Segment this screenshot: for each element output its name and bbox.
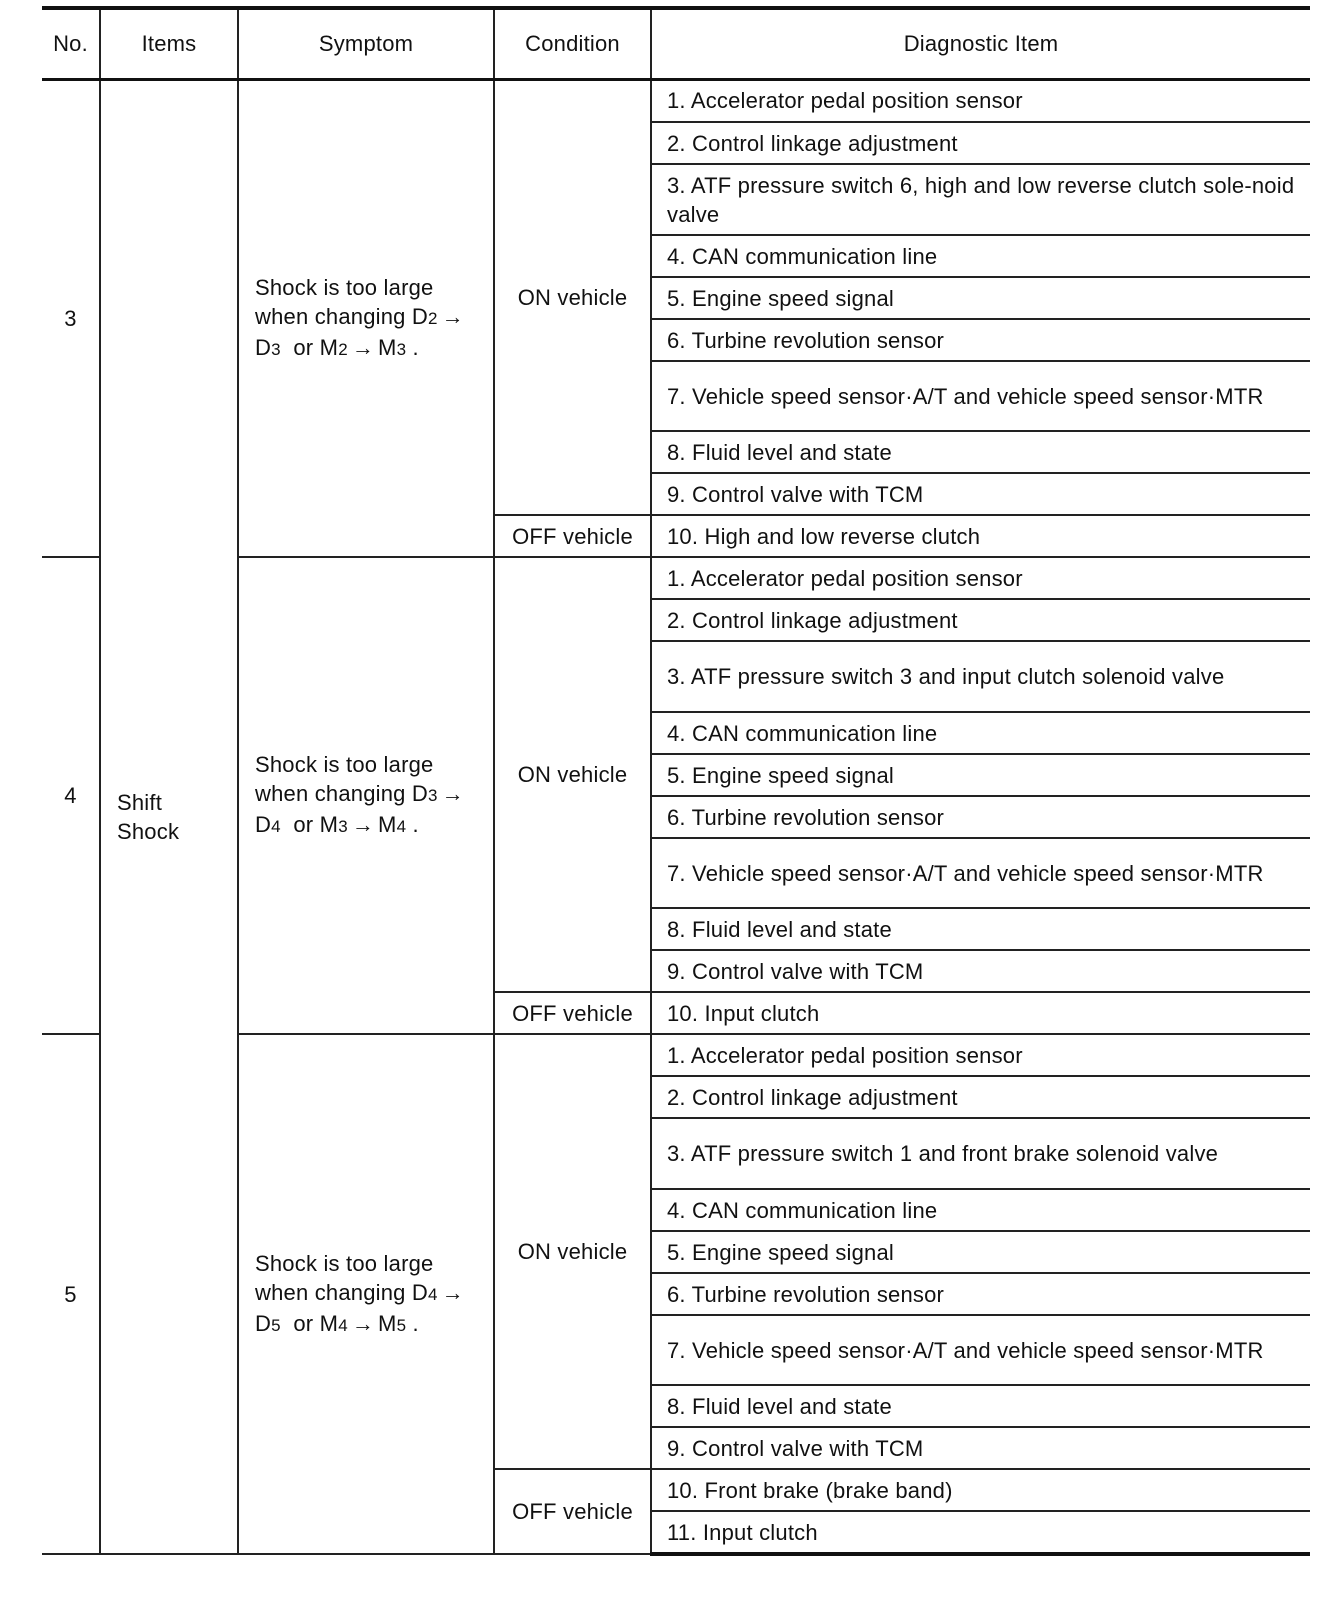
diagnostic-item: 8. Fluid level and state [651,431,1310,473]
symptom-line2 [255,779,485,810]
symptom-or-m: or M [293,1310,339,1336]
symptom-line3 [255,333,485,364]
symptom-m-gear-to: 5 [396,1315,407,1335]
items-label-line2: Shock [117,818,180,844]
symptom-line1: Shock is too large [255,274,434,300]
symptom-m-gear-from: 3 [338,817,348,836]
symptom-m: M [378,1310,397,1336]
diagnostic-item: 2. Control linkage adjustment [651,1076,1310,1118]
diagnostic-item: 5. Engine speed signal [651,277,1310,319]
header-row [42,8,1310,79]
diagnostic-item: 9. Control valve with TCM [651,950,1310,992]
symptom-m-gear-from: 2 [338,339,348,359]
diagnostic-item: 1. Accelerator pedal position sensor [651,79,1310,122]
symptom-gear-from: 4 [428,1284,438,1304]
condition-on-vehicle: ON vehicle [494,79,651,515]
diagnostic-item: 10. Front brake (brake band) [651,1469,1310,1511]
diagnostic-item: 5. Engine speed signal [651,754,1310,796]
row-number: 5 [42,1034,100,1554]
row-number: 3 [42,79,100,557]
diagnostic-item: 2. Control linkage adjustment [651,122,1310,164]
condition-off-vehicle: OFF vehicle [494,515,651,557]
condition-on-vehicle: ON vehicle [494,557,651,992]
diagnostic-item: 6. Turbine revolution sensor [651,319,1310,361]
symptom-period: . [412,1310,419,1336]
items-cell [100,79,238,1554]
symptom-line1: Shock is too large [255,752,434,777]
symptom-d-gear: 5 [271,1315,281,1335]
diagnostic-item: 6. Turbine revolution sensor [651,1273,1310,1315]
symptom-line3 [255,1309,485,1340]
diagnostic-item: 6. Turbine revolution sensor [651,796,1310,838]
diagnostic-item: 10. High and low reverse clutch [651,515,1310,557]
diagnostic-item: 4. CAN communication line [651,235,1310,277]
row-number: 4 [42,557,100,1034]
symptom-line2 [255,1278,485,1309]
diagnostic-item: 11. Input clutch [651,1511,1310,1554]
diagnostic-item: 7. Vehicle speed sensor·A/T and vehicle speed sensor·MTR [651,838,1310,908]
condition-off-vehicle: OFF vehicle [494,992,651,1034]
header-items: Items [100,8,238,79]
symptom-m-gear-to: 4 [396,817,407,836]
condition-off-vehicle: OFF vehicle [494,1469,651,1554]
symptom-d-gear: 4 [271,817,281,836]
symptom-d-gear: 3 [271,339,281,359]
symptom-line3 [255,810,485,841]
header-diagnostic-item: Diagnostic Item [651,8,1310,79]
symptom-d: D [255,1310,272,1336]
symptom-when: when changing D [255,781,429,806]
symptom-m: M [378,334,397,360]
arrow-icon: → [351,1310,375,1336]
symptom-m-gear-to: 3 [396,339,407,359]
symptom-gear-from: 2 [428,308,438,328]
diagnostic-item: 9. Control valve with TCM [651,1427,1310,1469]
diagnostic-item: 3. ATF pressure switch 6, high and low reverse clutch sole-noid valve [651,164,1310,235]
symptom-or-m: or M [293,334,339,360]
symptom-gear-from: 3 [428,786,438,805]
diagnostic-item: 5. Engine speed signal [651,1231,1310,1273]
table-body [42,79,1310,1554]
diagnostic-item: 4. CAN communication line [651,712,1310,754]
symptom-period: . [412,812,419,837]
diagnostic-item: 8. Fluid level and state [651,1385,1310,1427]
items-label-line1: Shift [117,789,163,815]
condition-on-vehicle: ON vehicle [494,1034,651,1469]
table-row [42,79,1310,122]
diagnostic-item: 1. Accelerator pedal position sensor [651,557,1310,599]
diagnostic-item: 7. Vehicle speed sensor·A/T and vehicle speed sensor·MTR [651,361,1310,431]
diagnostic-item: 3. ATF pressure switch 3 and input clutch solenoid valve [651,641,1310,712]
diagnostic-item: 2. Control linkage adjustment [651,599,1310,641]
symptom-line2 [255,302,485,333]
symptom-m-gear-from: 4 [338,1315,348,1335]
diagnostic-item: 3. ATF pressure switch 1 and front brake solenoid valve [651,1118,1310,1189]
symptom-or-m: or M [293,812,339,837]
diagnostic-item: 9. Control valve with TCM [651,473,1310,515]
diagnostic-item: 4. CAN communication line [651,1189,1310,1231]
symptom-when: when changing D [255,303,429,329]
symptom-line1: Shock is too large [255,1250,434,1276]
symptom-d: D [255,334,272,360]
symptom-when: when changing D [255,1279,429,1305]
symptom-m: M [378,812,397,837]
diagnostic-item: 10. Input clutch [651,992,1310,1034]
arrow-icon: → [441,303,464,329]
arrow-icon: → [351,812,375,837]
arrow-icon: → [441,1279,464,1305]
diagnosis-table [42,6,1310,1556]
symptom-cell [238,1034,494,1554]
diagnostic-item: 8. Fluid level and state [651,908,1310,950]
symptom-d: D [255,812,272,837]
diagnostic-item: 7. Vehicle speed sensor·A/T and vehicle speed sensor·MTR [651,1315,1310,1385]
header-symptom: Symptom [238,8,494,79]
symptom-cell [238,557,494,1034]
header-condition: Condition [494,8,651,79]
arrow-icon: → [351,334,375,360]
symptom-period: . [412,334,419,360]
diagnostic-item: 1. Accelerator pedal position sensor [651,1034,1310,1076]
symptom-cell [238,79,494,557]
header-no: No. [42,8,100,79]
arrow-icon: → [441,781,464,806]
